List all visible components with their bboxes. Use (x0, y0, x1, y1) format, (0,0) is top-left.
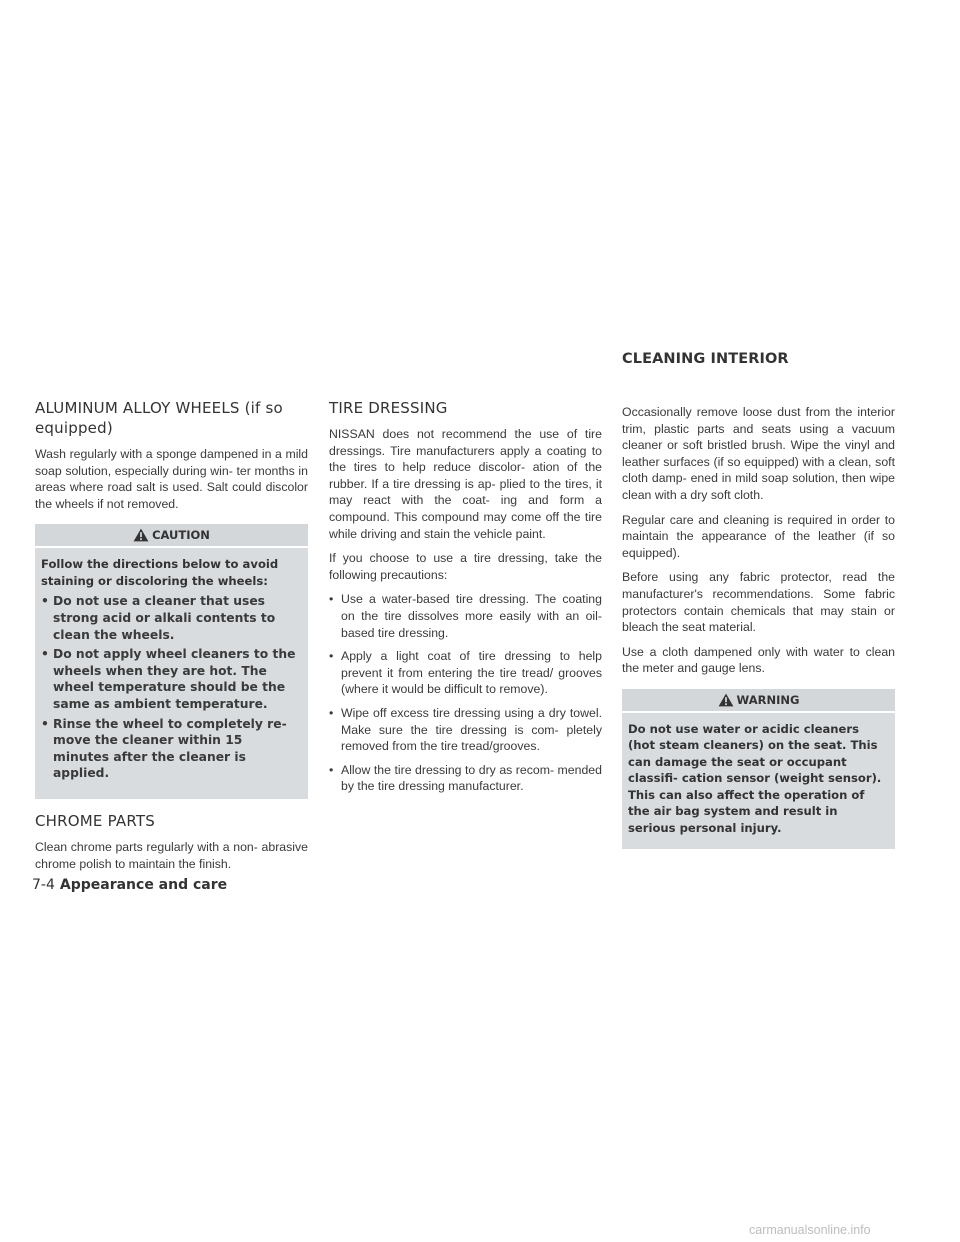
interior-para-3: Before using any fabric protector, read the manufacturer's recommendations. Some fabric protectors contain chemicals that may stain or bleach the seat material. (622, 570, 895, 635)
tire-dressing-para-2: If you choose to use a tire dressing, take the following precautions: (329, 551, 602, 582)
tire-dressing-list (329, 591, 602, 795)
warning-label: WARNING (736, 692, 800, 707)
warning-triangle-icon (133, 528, 149, 542)
page-number: 7-4 (32, 877, 55, 893)
warning-box (622, 689, 895, 850)
list-item: • Do not use a cleaner that uses strong acid or alkali contents to clean the wheels. (41, 593, 302, 643)
aluminum-wheels-heading: ALUMINUM ALLOY WHEELS (if so equipped) (35, 399, 283, 437)
section-title: CLEANING INTERIOR (622, 351, 789, 367)
chapter-title: Appearance and care (59, 877, 228, 893)
list-item: • Rinse the wheel to completely re- move the cleaner within 15 minutes after the cleaner is applied. (41, 716, 302, 782)
caution-label: CAUTION (152, 528, 210, 543)
warning-text: Do not use water or acidic cleaners (hot steam cleaners) on the seat. This can damage the seat or occupant classifi- cation sensor (weight sensor). This can also affect the operation of the air bag system and result in serious personal injury. (628, 721, 882, 835)
column-left (35, 398, 308, 880)
column-middle (329, 398, 602, 803)
aluminum-wheels-body: Wash regularly with a sponge dampened in a mild soap solution, especially during win- ter months in areas where road salt is used. Salt could discolor the wheels if not removed. (35, 447, 308, 511)
list-item: • Allow the tire dressing to dry as recom- mended by the tire dressing manufacturer. (329, 762, 602, 795)
warning-body (622, 713, 895, 850)
page-footer (32, 876, 227, 893)
interior-para-4: Use a cloth dampened only with water to clean the meter and gauge lens. (622, 644, 895, 676)
list-item: • Apply a light coat of tire dressing to help prevent it from entering the tire tread/ grooves (where it would be difficult to remove). (329, 648, 602, 698)
caution-intro: Follow the directions below to avoid staining or discoloring the wheels: (41, 557, 279, 588)
list-item: • Use a water-based tire dressing. The coating on the tire dissolves more easily with an oil-based tire dressing. (329, 591, 602, 641)
tire-dressing-para-1: NISSAN does not recommend the use of tire dressings. Tire manufacturers apply a coating to the tires to help reduce discolor- ation of the rubber. If a tire dressing is ap- plied to the tires, it may react with the coat- ing and form a compound. This compound may come off the tire while driving and stain the vehicle paint. (329, 427, 602, 541)
column-right (622, 404, 895, 861)
caution-header (35, 524, 308, 548)
interior-para-2: Regular care and cleaning is required in order to maintain the appearance of the leather (if so equipped). (622, 512, 895, 560)
interior-para-1: Occasionally remove loose dust from the interior trim, plastic parts and seats using a vacuum cleaner or soft bristled brush. Wipe the vinyl and leather surfaces (if so equipped) with a clean, soft cloth damp- ened in mild soap solution, then wipe clean with a dry soft cloth. (622, 405, 895, 502)
warning-triangle-icon (718, 693, 734, 707)
caution-body (35, 548, 308, 799)
list-item: • Do not apply wheel cleaners to the wheels when they are hot. The wheel temperature should be the same as ambient temperature. (41, 646, 302, 712)
chrome-parts-body: Clean chrome parts regularly with a non- abrasive chrome polish to maintain the finish. (35, 839, 308, 871)
caution-box (35, 524, 308, 799)
chrome-parts-heading: CHROME PARTS (35, 811, 155, 830)
warning-header (622, 689, 895, 713)
tire-dressing-heading: TIRE DRESSING (329, 399, 448, 417)
watermark: carmanualsonline.info (749, 1223, 871, 1237)
list-item: • Wipe off excess tire dressing using a dry towel. Make sure the tire dressing is com- pletely removed from the tire tread/grooves. (329, 705, 602, 755)
caution-list (41, 593, 302, 782)
